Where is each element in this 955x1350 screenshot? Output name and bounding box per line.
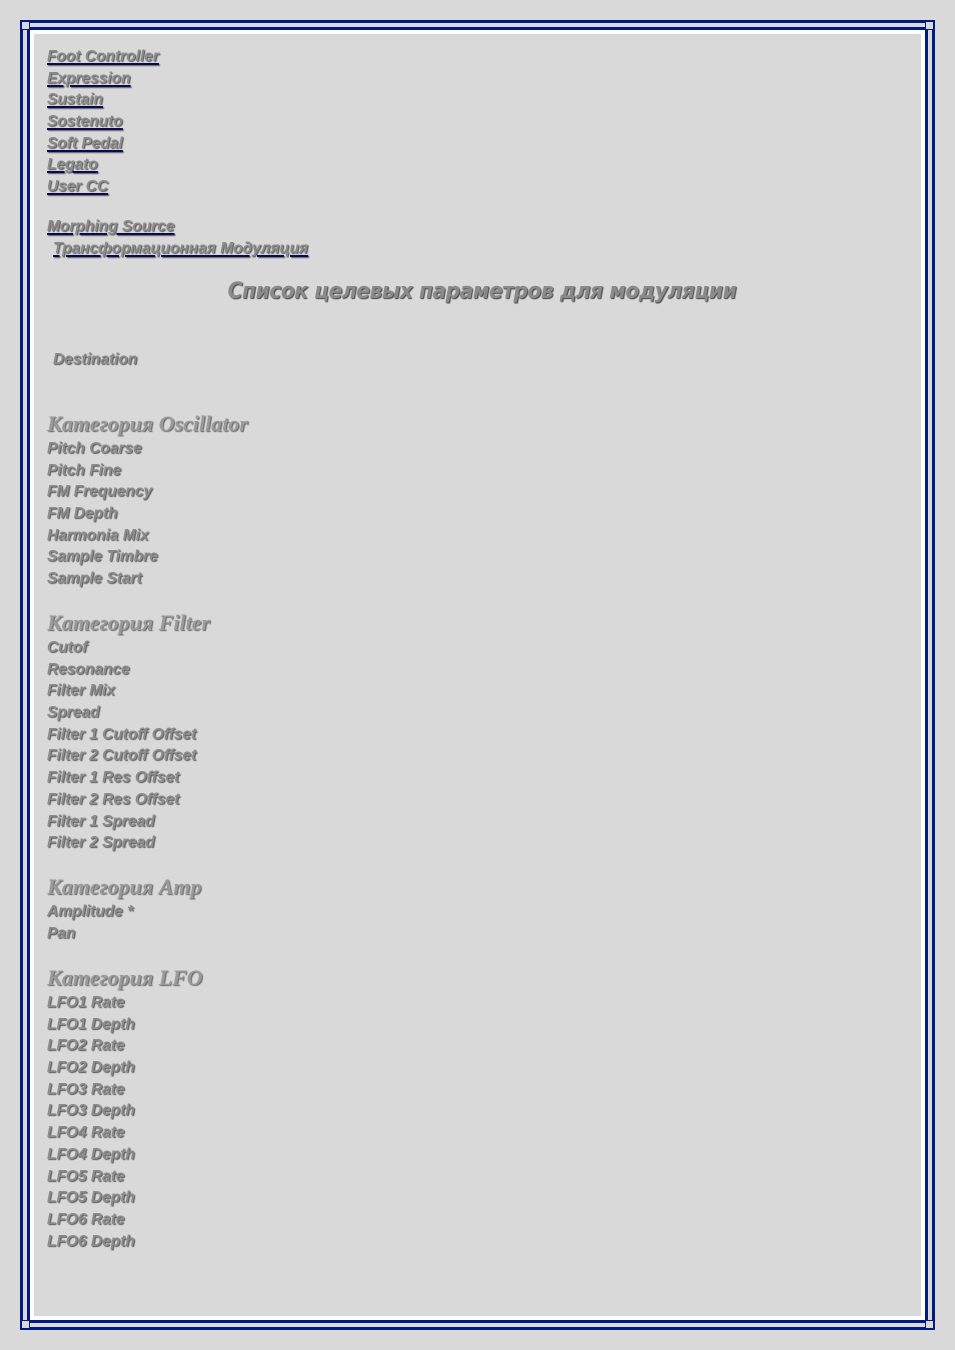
list-item: LFO5 Depth	[47, 1189, 135, 1207]
param-list	[47, 637, 210, 854]
list-item: Filter 2 Res Offset	[47, 790, 180, 808]
list-item: Sample Timbre	[47, 548, 158, 566]
list-item	[47, 154, 907, 176]
source-link[interactable]: Sustain	[47, 91, 103, 109]
list-item: Cutof	[47, 639, 88, 656]
source-link[interactable]: Legato	[47, 156, 98, 174]
source-link[interactable]: Expression	[47, 69, 131, 87]
source-link[interactable]: Soft Pedal	[47, 134, 123, 152]
list-item: Sample Start	[47, 570, 142, 588]
list-item: LFO3 Rate	[47, 1080, 125, 1098]
list-item: LFO2 Depth	[47, 1059, 135, 1077]
morphing-source-link[interactable]: Morphing Source	[47, 218, 175, 235]
list-item: Pitch Fine	[47, 461, 122, 479]
list-item: Resonance	[47, 660, 130, 678]
list-item	[47, 46, 907, 68]
source-link[interactable]: Foot Controller	[47, 48, 159, 65]
morphing-links	[47, 216, 308, 259]
category-heading: Категория Filter	[47, 610, 211, 635]
list-item: FM Frequency	[47, 483, 153, 501]
list-item: Pan	[47, 924, 76, 942]
page-content	[47, 46, 907, 1250]
list-item	[47, 89, 907, 111]
category-filter	[47, 609, 210, 854]
list-item	[47, 111, 907, 133]
category-heading: Категория Amp	[47, 874, 202, 899]
corner-ornament	[21, 1320, 30, 1329]
list-item: Filter 1 Cutoff Offset	[47, 725, 197, 743]
source-link-list	[47, 46, 907, 198]
source-link[interactable]: Sostenuto	[47, 113, 123, 131]
list-item: LFO3 Depth	[47, 1102, 135, 1120]
list-item: Filter Mix	[47, 682, 116, 700]
list-item: Harmonia Mix	[47, 526, 149, 544]
list-item: LFO6 Depth	[47, 1232, 135, 1250]
param-list	[47, 438, 248, 590]
category-heading: Категория LFO	[47, 965, 203, 990]
list-item: Pitch Coarse	[47, 440, 142, 457]
list-item: LFO5 Rate	[47, 1167, 125, 1185]
corner-ornament	[21, 21, 30, 30]
destination-label: Destination	[53, 351, 138, 368]
category-amp	[47, 873, 201, 944]
list-item	[47, 68, 907, 90]
list-item	[47, 133, 907, 155]
category-oscillator	[47, 410, 248, 590]
list-item: Filter 1 Spread	[47, 812, 155, 830]
category-lfo	[47, 964, 203, 1252]
list-item: LFO6 Rate	[47, 1210, 125, 1228]
category-heading: Категория Oscillator	[47, 411, 248, 436]
morphing-modulation-link[interactable]: Трансформационная Модуляция	[53, 239, 309, 257]
list-item: Amplitude *	[47, 903, 134, 920]
param-list	[47, 901, 201, 944]
list-item: LFO4 Rate	[47, 1124, 125, 1142]
list-item: Filter 2 Spread	[47, 834, 155, 852]
list-item: Spread	[47, 704, 100, 722]
list-item	[47, 176, 907, 198]
list-item: LFO1 Depth	[47, 1015, 135, 1033]
list-item: Filter 2 Cutoff Offset	[47, 747, 197, 765]
corner-ornament	[925, 1320, 934, 1329]
page-title: Список целевых параметров для модуляции	[227, 279, 737, 304]
list-item: FM Depth	[47, 505, 118, 523]
list-item: LFO2 Rate	[47, 1037, 125, 1055]
corner-ornament	[925, 21, 934, 30]
param-list	[47, 992, 203, 1252]
list-item: Filter 1 Res Offset	[47, 769, 180, 787]
source-link[interactable]: User CC	[47, 178, 109, 196]
list-item: LFO4 Depth	[47, 1145, 135, 1163]
list-item: LFO1 Rate	[47, 994, 125, 1011]
